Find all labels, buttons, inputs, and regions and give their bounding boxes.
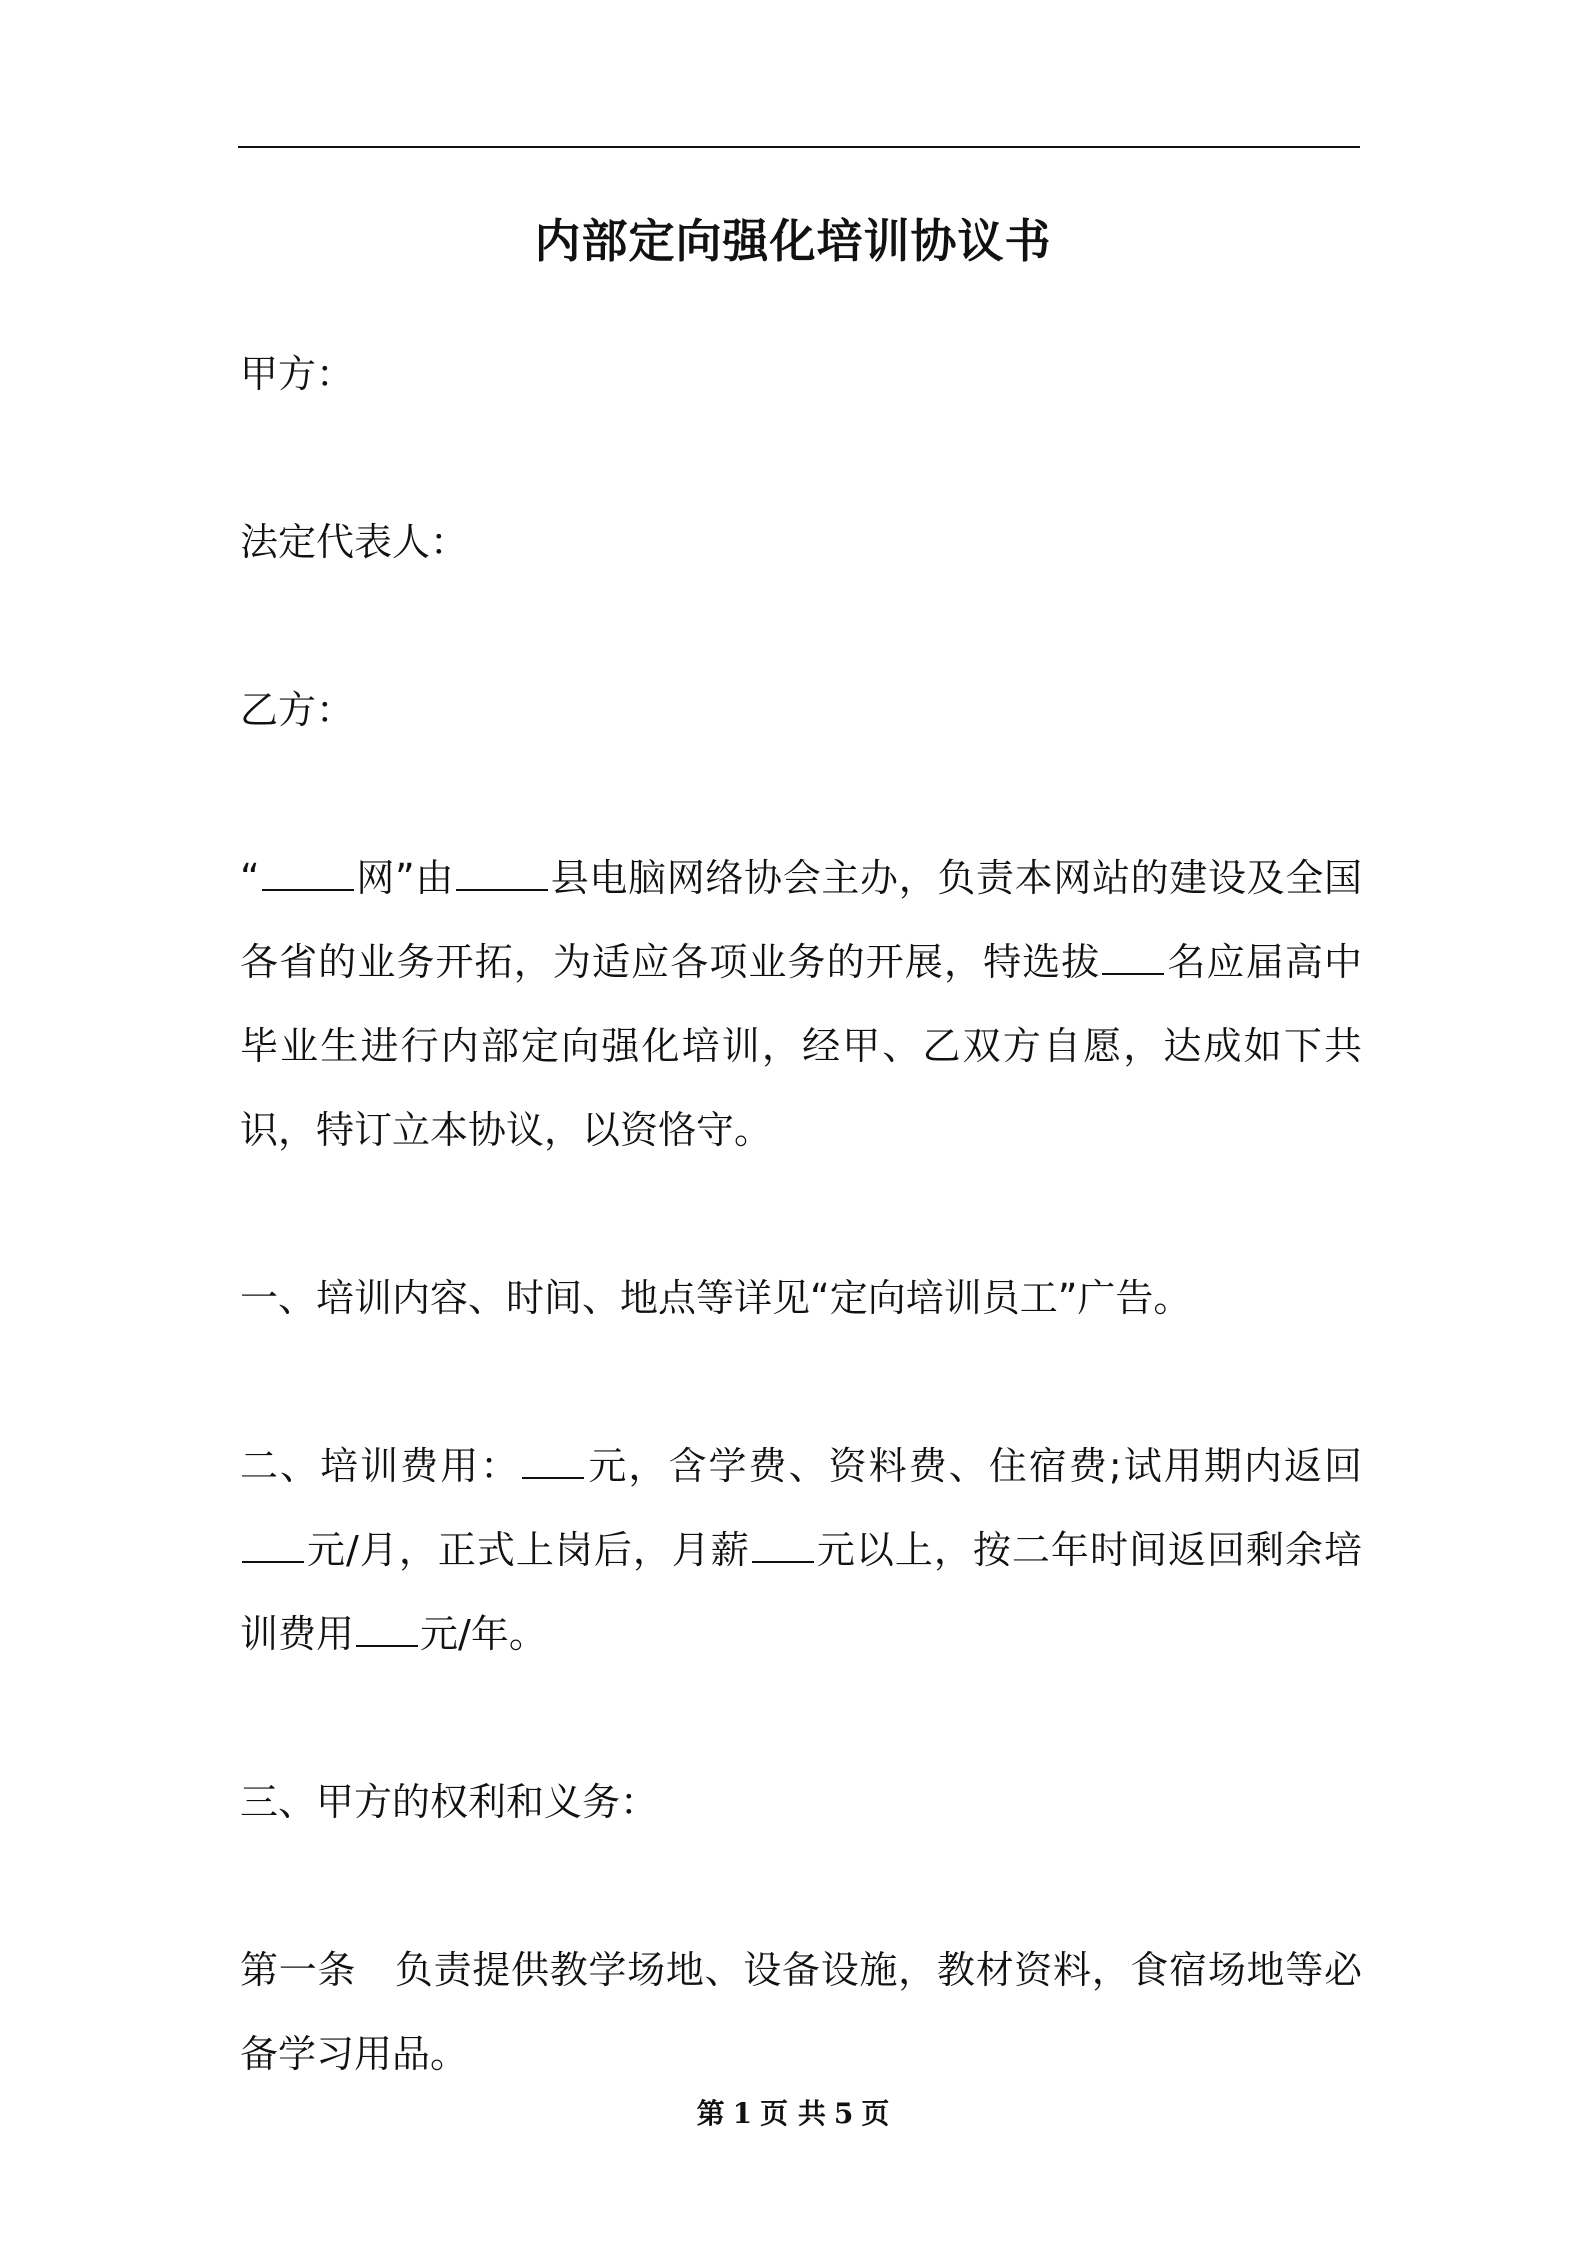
spacer xyxy=(240,416,1362,500)
spacer xyxy=(240,1844,1362,1928)
article-1: 第一条 负责提供教学场地、设备设施，教材资料，食宿场地等必备学习用品。 xyxy=(240,1948,1362,2076)
fill-blank xyxy=(752,1525,814,1563)
page-footer xyxy=(0,2092,1586,2132)
page-total: 5 xyxy=(833,2097,854,2130)
document-body xyxy=(240,332,1362,2096)
fill-blank xyxy=(242,1525,304,1563)
party-a-label: 甲方： xyxy=(240,352,355,396)
clause-1: 一、培训内容、时间、地点等详见“定向培训员工”广告。 xyxy=(240,1276,1192,1320)
header-rule xyxy=(238,146,1360,148)
intro-paragraph xyxy=(240,836,1362,1172)
page-number: 1 xyxy=(732,2097,753,2130)
spacer xyxy=(240,752,1362,836)
clause-2 xyxy=(240,1424,1362,1676)
fill-blank xyxy=(456,853,548,891)
page-suffix: 页 xyxy=(861,2097,890,2130)
party-b-label: 乙方： xyxy=(240,688,355,732)
clause-2-text-3: 元/月，正式上岗后，月薪 xyxy=(306,1528,750,1572)
clause-2-text-2: 元，含学费、资料费、住宿费;试用期内返回 xyxy=(586,1444,1362,1488)
legal-rep-label: 法定代表人： xyxy=(240,520,469,564)
document-title: 内部定向强化培训协议书 xyxy=(534,214,1052,268)
page-mid: 页 共 xyxy=(760,2097,826,2130)
clause-2-text-1: 二、培训费用： xyxy=(240,1444,521,1488)
intro-text-3: 名应届高中毕业生进行内部定向强化培训，经甲、乙双方自愿，达成如下共识，特订立本协议，以资恪守。 xyxy=(240,940,1362,1152)
spacer xyxy=(240,584,1362,668)
intro-text-1: 网”由 xyxy=(355,856,455,900)
fill-blank xyxy=(356,1609,418,1647)
intro-open-quote: “ xyxy=(240,856,260,900)
spacer xyxy=(240,1340,1362,1424)
fill-blank xyxy=(1102,937,1164,975)
fill-blank xyxy=(522,1441,584,1479)
page-prefix: 第 xyxy=(696,2097,725,2130)
spacer xyxy=(240,1676,1362,1760)
fill-blank xyxy=(262,853,354,891)
clause-3-heading: 三、甲方的权利和义务： xyxy=(240,1780,659,1824)
clause-2-text-4: 元以上，按二年时间返回剩余培训费用 xyxy=(240,1528,1362,1656)
spacer xyxy=(240,1172,1362,1256)
intro-text-2: 县电脑网络协会主办，负责本网站的建设及全国各省的业务开拓，为适应各项业务的开展，特选拔 xyxy=(240,856,1363,984)
clause-2-text-5: 元/年。 xyxy=(420,1612,547,1656)
